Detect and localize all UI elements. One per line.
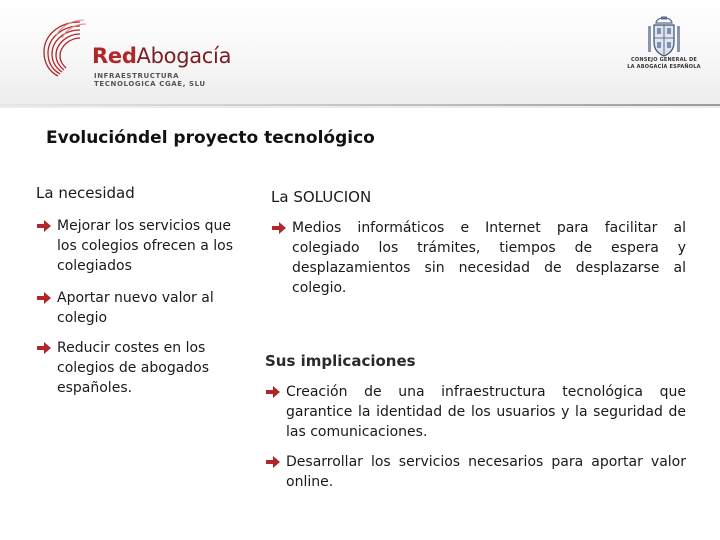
left-column <box>36 184 251 398</box>
header-divider <box>0 104 720 106</box>
right-column <box>271 188 686 298</box>
list-item <box>265 452 686 492</box>
right-arrow-icon <box>265 454 281 470</box>
brand-subtitle-line1: INFRAESTRUCTURA <box>94 72 180 80</box>
brand-name-part2: Abogacía <box>136 44 232 68</box>
crest-caption-line2: LA ABOGACÍA ESPAÑOLA <box>627 63 701 70</box>
implications-column <box>265 352 686 492</box>
crest-caption-line1: CONSEJO GENERAL DE <box>631 57 697 63</box>
right-arrow-icon <box>36 218 52 234</box>
brand-subtitle-line2: TECNOLOGICA CGAE, SLU <box>94 80 206 88</box>
right-arrow-icon <box>36 290 52 306</box>
list-item <box>36 216 251 276</box>
list-item <box>265 382 686 442</box>
list-item <box>271 218 686 298</box>
header <box>0 0 720 108</box>
brand-name-part1: Red <box>92 44 137 68</box>
brand-name <box>92 44 231 68</box>
list-item-text: Mejorar los servicios que los colegios ofrecen a los colegiados <box>57 218 234 274</box>
implications-heading: Sus implicaciones <box>265 352 416 370</box>
list-item <box>36 288 251 328</box>
list-item-text: Creación de una infraestructura tecnológica que garantice la identidad de los usuarios y la seguridad de las comunicaciones. <box>286 384 686 440</box>
right-arrow-icon <box>271 220 287 236</box>
redabogacia-logo-icon <box>40 16 96 78</box>
list-item-text: Desarrollar los servicios necesarios para aportar valor online. <box>286 454 686 490</box>
coat-of-arms-icon <box>644 16 684 58</box>
list-item-text: Medios informáticos e Internet para facilitar al colegiado los trámites, tiempos de espera y desplazamientos sin necesidad de desplazarse al colegio. <box>292 220 686 296</box>
crest-caption <box>624 57 704 70</box>
page-title: Evolucióndel proyecto tecnológico <box>46 128 375 148</box>
list-item-text: Aportar nuevo valor al colegio <box>57 290 214 326</box>
list-item <box>36 338 251 398</box>
right-column-heading: La SOLUCION <box>271 188 372 206</box>
list-item-text: Reducir costes en los colegios de abogados españoles. <box>57 340 210 396</box>
right-arrow-icon <box>36 340 52 356</box>
brand-subtitle <box>94 72 206 88</box>
right-arrow-icon <box>265 384 281 400</box>
left-column-heading: La necesidad <box>36 184 135 202</box>
